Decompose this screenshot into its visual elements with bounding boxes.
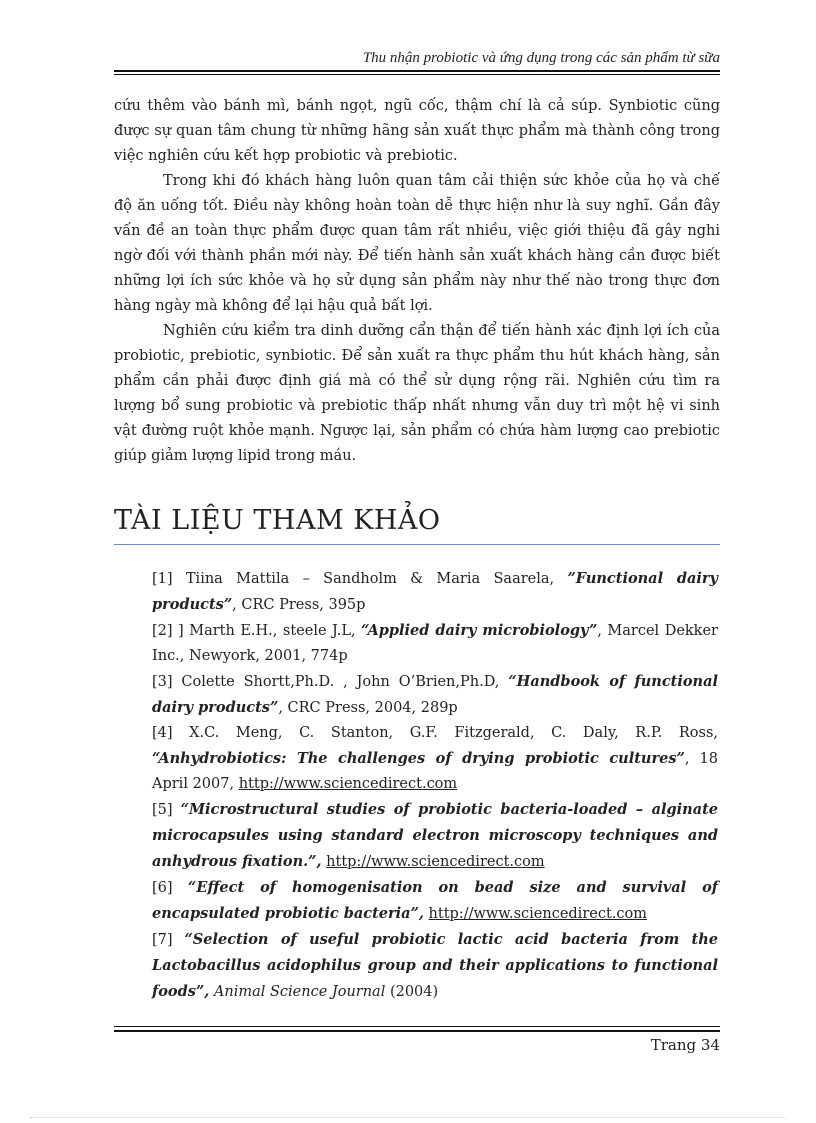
reference-item: [1] Tiina Mattila – Sandholm & Maria Saarela, ”Functional dairy products”, CRC Press, 395p [152, 570, 718, 613]
body-text [114, 94, 720, 469]
header-rule [114, 70, 720, 72]
reference-item: [4] X.C. Meng, C. Stanton, G.F. Fitzgerald, C. Daly, R.P. Ross, “Anhydrobiotics: The challenges of drying probiotic cultures”, 18 April 2007, http://www.sciencedirect.com [152, 725, 718, 792]
reference-item: [7] “Selection of useful probiotic lactic acid bacteria from the Lactobacillus acidophilus group and their applications to functional foods”, Animal Science Journal (2004) [152, 931, 718, 1000]
paragraph: Trong khi đó khách hàng luôn quan tâm cải thiện sức khỏe của họ và chế độ ăn uống tốt. Điều này không hoàn toàn dễ thực hiện như là suy nghĩ. Gần đây vấn đề an toàn thực phẩm được quan tâm rất nhiều, việc giới thiệu đã gây nghi ngờ đối với thành phần mới này. Để tiến hành sản xuất khách hàng cần được biết những lợi ích sức khỏe và họ sử dụng sản phẩm này như thế nào trong thực đơn hàng ngày mà không để lại hậu quả bất lợi. [114, 173, 720, 314]
header-rule-thin [114, 74, 720, 75]
footer-rule-thin [114, 1026, 720, 1027]
reference-link[interactable]: http://www.sciencedirect.com [326, 854, 545, 870]
page-edge [30, 1117, 786, 1118]
paragraph: Nghiên cứu kiểm tra dinh dưỡng cẩn thận để tiến hành xác định lợi ích của probiotic, prebiotic, synbiotic. Để sản xuất ra thực phẩm thu hút khách hàng, sản phẩm cần phải được định giá mà có thể sử dụng rộng rãi. Nghiên cứu tìm ra lượng bổ sung probiotic và prebiotic thấp nhất nhưng vẫn duy trì một hệ vi sinh vật đường ruột khỏe mạnh. Ngược lại, sản phẩm có chứa hàm lượng cao prebiotic giúp giảm lượng lipid trong máu. [114, 323, 720, 464]
references-heading: TÀI LIỆU THAM KHẢO [114, 505, 441, 536]
reference-item: [6] “Effect of homogenisation on bead size and survival of encapsulated probiotic bacteria”, http://www.sciencedirect.com [152, 879, 719, 922]
reference-item: [2] ] Marth E.H., steele J.L, “Applied dairy microbiology”, Marcel Dekker Inc., Newyork, 2001, 774p [152, 622, 718, 664]
heading-underline [114, 544, 720, 545]
reference-link[interactable]: http://www.sciencedirect.com [428, 906, 647, 922]
paragraph: cứu thêm vào bánh mì, bánh ngọt, ngũ cốc, thậm chí là cả súp. Synbiotic cũng được sự quan tâm chung từ những hãng sản xuất thực phẩm mà thành công trong việc nghiên cứu kết hợp probiotic và prebiotic. [114, 98, 720, 164]
references-list [152, 566, 718, 1005]
reference-item: [3] Colette Shortt,Ph.D. , John O’Brien,Ph.D, “Handbook of functional dairy products”, CRC Press, 2004, 289p [152, 673, 719, 716]
footer-rule [114, 1030, 720, 1032]
reference-item: [5] “Microstructural studies of probiotic bacteria-loaded – alginate microcapsules using standard electron microscopy techniques and anhydrous fixation.”, http://www.sciencedirect.com [152, 801, 719, 870]
running-header: Thu nhận probiotic và ứng dụng trong các sản phẩm từ sữa [362, 50, 720, 66]
page-number: Trang 34 [650, 1036, 720, 1054]
reference-link[interactable]: http://www.sciencedirect.com [238, 776, 458, 792]
